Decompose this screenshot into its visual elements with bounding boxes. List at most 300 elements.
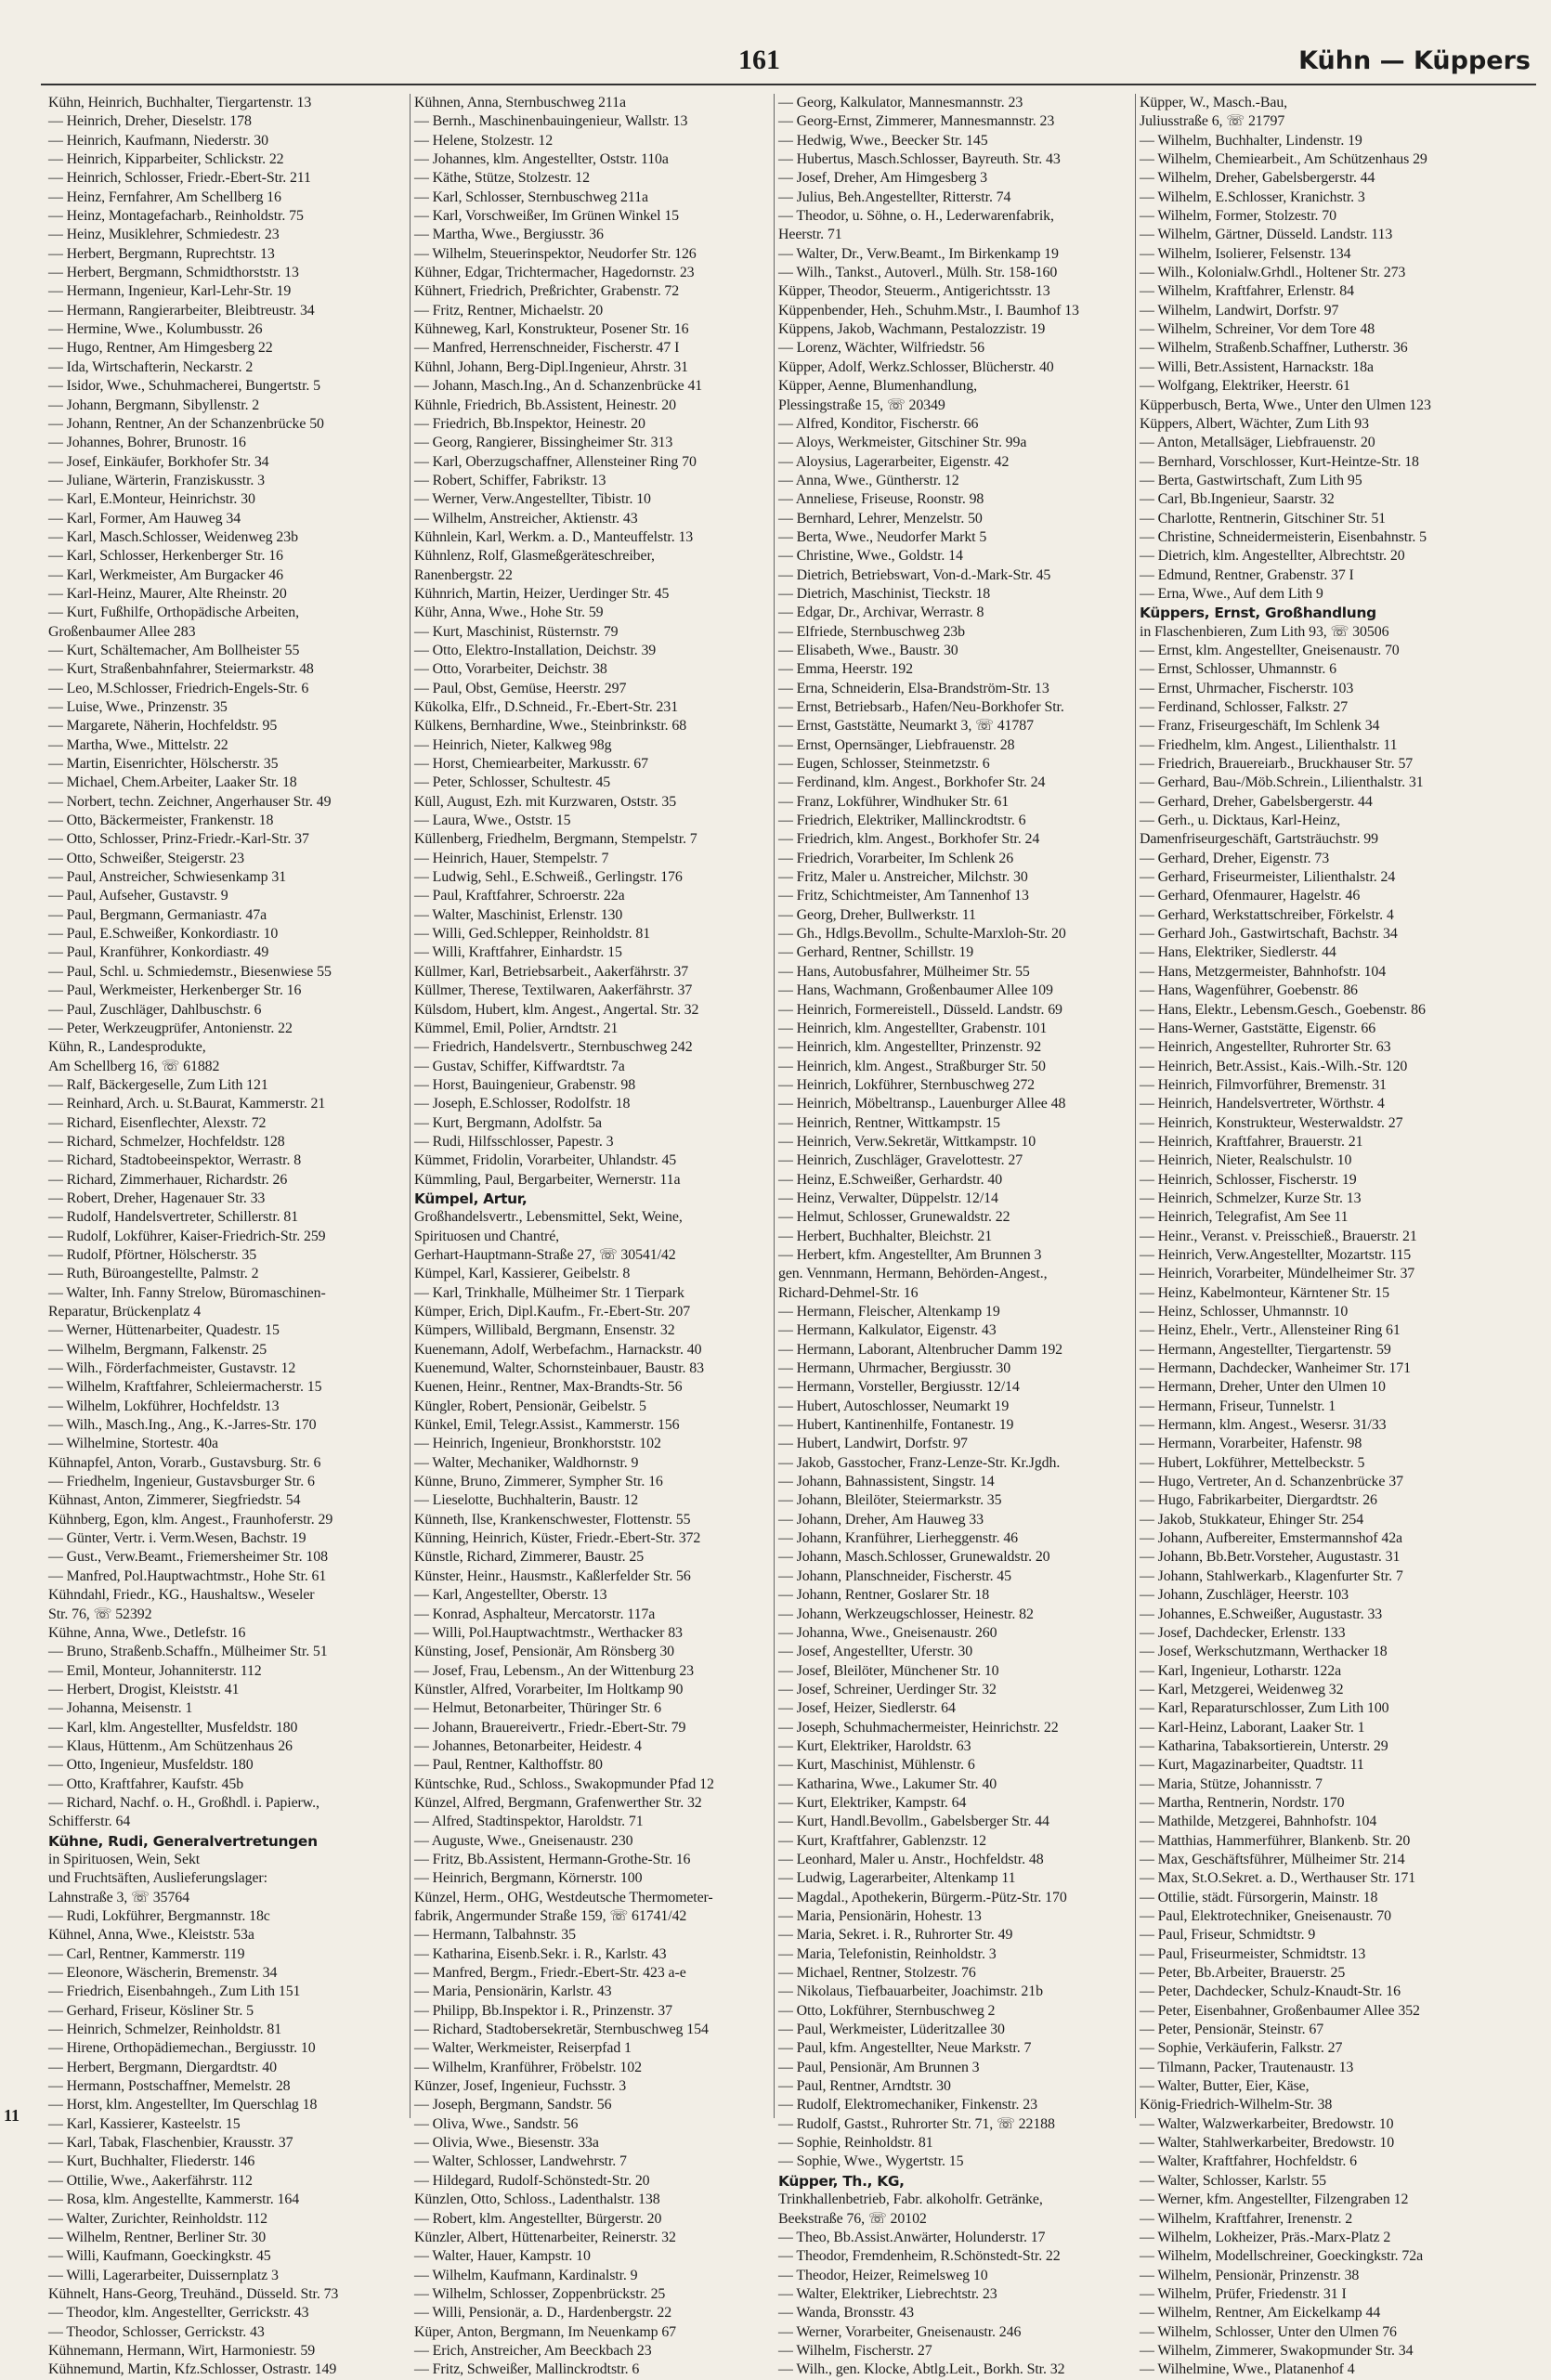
directory-entry: — Paul, Kranführer, Konkordiastr. 49 [48,944,269,961]
directory-entry: — Wilhelm, Modellschreiner, Goeckingkstr. 72a [1140,2248,1424,2265]
directory-entry: Reparatur, Brückenplatz 4 [48,1304,202,1320]
directory-entry: — Heinrich, Lokführer, Sternbuschweg 272 [778,1076,1036,1093]
directory-entry: — Hermann, Rangierarbeiter, Bleibtreustr. 34 [48,302,315,319]
directory-entry: — Sophie, Reinholdstr. 81 [778,2135,933,2152]
directory-entry: — Charlotte, Rentnerin, Gitschiner Str. 51 [1140,510,1387,527]
directory-entry: Kühneweg, Karl, Konstrukteur, Posener Str. 16 [414,321,689,338]
directory-entry: — Karl, Ingenieur, Lotharstr. 122a [1140,1662,1342,1679]
directory-entry: — Johann, Kranführer, Lierheggenstr. 46 [778,1530,1019,1547]
margin-mark: 11 [4,2106,20,2125]
directory-entry: — Walter, Hauer, Kampstr. 10 [414,2248,591,2265]
directory-entry: Großhandelsvertr., Lebensmittel, Sekt, Weine, [414,1209,683,1226]
directory-entry: — Paul, kfm. Angestellter, Neue Markstr. 7 [778,2040,1032,2057]
directory-entry: — Hermann, Vorarbeiter, Hafenstr. 98 [1140,1436,1362,1452]
directory-entry: — Paul, Kraftfahrer, Schroerstr. 22a [414,888,625,904]
directory-entry: — Leonhard, Maler u. Anstr., Hochfeldstr. 48 [778,1851,1044,1867]
directory-entry: Kümmet, Fridolin, Vorarbeiter, Uhlandstr. 45 [414,1152,677,1169]
directory-entry: — Isidor, Wwe., Schuhmacherei, Bungertstr. 5 [48,378,320,395]
directory-entry: — Heinrich, Schmelzer, Reinholdstr. 81 [48,2022,282,2038]
directory-entry: — Jakob, Stukkateur, Ehinger Str. 254 [1140,1511,1364,1528]
directory-entry: — Heinrich, Konstrukteur, Westerwaldstr. 27 [1140,1114,1403,1131]
directory-entry: — Gerhard, Dreher, Gabelsbergerstr. 44 [1140,793,1373,810]
directory-entry: — Karl, Former, Am Hauweg 34 [48,510,241,527]
directory-entry: — Michael, Chem.Arbeiter, Laaker Str. 18 [48,774,297,791]
directory-entry: — Johann, Zuschläger, Heerstr. 103 [1140,1587,1349,1604]
directory-entry: — Heinrich, klm. Angestellter, Grabenstr. 101 [778,1020,1048,1036]
directory-entry: — Wilhelm, Prüfer, Friedenstr. 31 I [1140,2285,1347,2302]
directory-entry: — Heinz, E.Schweißer, Gerhardstr. 40 [778,1171,1003,1188]
directory-entry: Beekstraße 76, ☏ 20102 [778,2210,927,2227]
directory-entry: — Heinrich, Handelsvertreter, Wörthstr. 4 [1140,1096,1385,1112]
directory-entry: Künkel, Emil, Telegr.Assist., Kammerstr. 156 [414,1417,680,1434]
directory-entry: Küngler, Robert, Pensionär, Geibelstr. 5 [414,1398,646,1414]
directory-entry: — Friedrich, Vorarbeiter, Im Schlenk 26 [778,850,1014,866]
directory-entry: — Kurt, Handl.Bevollm., Gabelsberger Str. 44 [778,1814,1049,1830]
directory-entry: — Dietrich, klm. Angestellter, Albrechtstr. 20 [1140,548,1405,565]
directory-entry: — Bruno, Straßenb.Schaffn., Mülheimer Str. 51 [48,1644,328,1660]
directory-entry: — Anneliese, Friseuse, Roonstr. 98 [778,491,984,508]
directory-entry: — Paul, Elektrotechniker, Gneisenaustr. 70 [1140,1908,1391,1924]
directory-entry: — Georg, Kalkulator, Mannesmannstr. 23 [778,95,1023,111]
directory-entry: — Fritz, Schichtmeister, Am Tannenhof 13 [778,888,1029,904]
directory-entry: — Ernst, klm. Angestellter, Gneisenaustr. 70 [1140,642,1400,658]
directory-entry: — Max, St.O.Sekret. a. D., Werthauser Str. 171 [1140,1870,1416,1887]
directory-entry: — Karl, Schlosser, Herkenberger Str. 16 [48,548,283,565]
directory-entry: Spirituosen und Chantré, [414,1228,560,1244]
directory-entry: — Martin, Eisenrichter, Hölscherstr. 35 [48,756,279,773]
directory-entry: fabrik, Angermunder Straße 159, ☏ 61741/42 [414,1908,687,1924]
directory-entry: — Johann, Planschneider, Fischerstr. 45 [778,1567,1012,1584]
directory-entry: — Heinrich, Verw.Sekretär, Wittkampstr. 10 [778,1133,1036,1150]
directory-entry: — Sophie, Verkäuferin, Falkstr. 27 [1140,2040,1343,2057]
directory-entry: — Ida, Wirtschafterin, Neckarstr. 2 [48,358,254,375]
directory-entry: — Martha, Wwe., Mittelstr. 22 [48,736,228,753]
directory-entry: — Wilh., gen. Klocke, Abtlg.Leit., Borkh. Str. 32 [778,2361,1065,2378]
directory-entry: — Peter, Bb.Arbeiter, Brauerstr. 25 [1140,1965,1346,1982]
directory-entry: — Heinr., Veranst. v. Preisschieß., Brauerstr. 21 [1140,1228,1417,1244]
directory-entry: — Manfred, Pol.Hauptwachtmstr., Hohe Str. 61 [48,1567,327,1584]
directory-entry: — Hans, Elektriker, Siedlerstr. 44 [1140,944,1336,961]
directory-entry: — Gerhard, Bau-/Möb.Schrein., Lilienthalstr. 31 [1140,774,1424,791]
directory-entry: — Katharina, Wwe., Lakumer Str. 40 [778,1775,997,1792]
directory-entry: — Willi, Ged.Schlepper, Reinholdstr. 81 [414,926,651,943]
directory-entry: — Wilhelm, Straßenb.Schaffner, Lutherstr. 36 [1140,340,1408,357]
directory-entry: — Rudi, Hilfsschlosser, Papestr. 3 [414,1133,614,1150]
directory-entry: — Richard, Stadtobersekretär, Sternbuschweg 154 [414,2022,709,2038]
directory-entry: — Georg, Dreher, Bullwerkstr. 11 [778,906,976,923]
directory-entry: — Dietrich, Betriebswart, Von-d.-Mark-Str. 45 [778,566,1051,583]
directory-entry: Küpper, Adolf, Werkz.Schlosser, Blücherstr. 40 [778,358,1054,375]
directory-entry: — Hedwig, Wwe., Beecker Str. 145 [778,132,988,149]
directory-entry: — Robert, klm. Angestellter, Bürgerstr. 20 [414,2210,662,2227]
directory-entry: — Werner, Hüttenarbeiter, Quadestr. 15 [48,1322,280,1339]
directory-entry: Küppers, Albert, Wächter, Zum Lith 93 [1140,415,1369,432]
directory-entry: Kühnle, Friedrich, Bb.Assistent, Heinestr. 20 [414,397,676,413]
directory-entry: in Flaschenbieren, Zum Lith 93, ☏ 30506 [1140,623,1389,640]
directory-entry: gen. Vennmann, Hermann, Behörden-Angest., [778,1266,1048,1282]
directory-entry: — Josef, Dreher, Am Himgesberg 3 [778,170,987,187]
directory-entry: — Rosa, klm. Angestellte, Kammerstr. 164 [48,2191,300,2208]
directory-entry: — Wilhelm, E.Schlosser, Kranichstr. 3 [1140,189,1365,205]
directory-entry: — Heinrich, klm. Angestellter, Prinzenstr. 92 [778,1039,1042,1056]
directory-entry: — Josef, Einkäufer, Borkhofer Str. 34 [48,453,269,470]
directory-entry: — Heinrich, Ingenieur, Bronkhorststr. 102 [414,1436,661,1452]
directory-entry: — Gerhard, Werkstattschreiber, Förkelstr. 4 [1140,906,1394,923]
directory-entry: — Carl, Rentner, Kammerstr. 119 [48,1945,245,1962]
directory-entry: — Gerhard, Friseur, Kösliner Str. 5 [48,2002,254,2019]
directory-entry: — Kurt, Bergmann, Adolfstr. 5a [414,1114,602,1131]
directory-entry: — Ernst, Gaststätte, Neumarkt 3, ☏ 41787 [778,718,1034,735]
directory-entry: — Heinrich, Schmelzer, Kurze Str. 13 [1140,1190,1362,1206]
directory-entry: Kühner, Edgar, Trichtermacher, Hagedornstr. 23 [414,265,695,281]
directory-entry: — Heinrich, Rentner, Wittkampstr. 15 [778,1114,1000,1131]
directory-entry: — Peter, Dachdecker, Schulz-Knaudt-Str. 16 [1140,1983,1401,2000]
directory-entry: — Werner, Verw.Angestellter, Tibistr. 10 [414,491,651,508]
directory-entry: — Kurt, Schältemacher, Am Bollheister 55 [48,642,300,658]
directory-entry: Ranenbergstr. 22 [414,566,513,583]
directory-entry: — Elisabeth, Wwe., Baustr. 30 [778,642,958,658]
directory-entry: — Wilhelm, Kranführer, Fröbelstr. 102 [414,2059,642,2075]
directory-entry: — Friedrich, Bb.Inspektor, Heinestr. 20 [414,415,645,432]
directory-entry: — Paul, Anstreicher, Schwiesenkamp 31 [48,869,287,886]
directory-entry: — Willi, Betr.Assistent, Harnackstr. 18a [1140,358,1374,375]
directory-entry: — Wilhelm, Steuerinspektor, Neudorfer Str. 126 [414,245,697,262]
directory-entry: — Julius, Beh.Angestellter, Ritterstr. 74 [778,189,1011,205]
directory-entry: — Eugen, Schlosser, Steinmetzstr. 6 [778,756,990,773]
directory-entry: — Werner, kfm. Angestellter, Filzengraben 12 [1140,2191,1409,2208]
directory-entry: — Heinrich, Kaufmann, Niederstr. 30 [48,132,269,149]
directory-entry: Künne, Bruno, Zimmerer, Sympher Str. 16 [414,1474,663,1490]
directory-entry: — Theodor, u. Söhne, o. H., Lederwarenfabrik, [778,208,1054,225]
directory-entry: — Friedrich, Elektriker, Mallinckrodtstr. 6 [778,813,1026,829]
directory-entry: — Hugo, Vertreter, An d. Schanzenbrücke 37 [1140,1474,1403,1490]
running-head: Kühn — Küppers [1298,46,1531,75]
directory-entry: — Heinrich, Dreher, Dieselstr. 178 [48,113,252,130]
directory-entry: — Anton, Metallsäger, Liebfrauenstr. 20 [1140,435,1375,451]
page-number: 161 [738,45,780,75]
directory-entry: — Johann, Bergmann, Sibyllenstr. 2 [48,397,260,413]
directory-entry: — Johann, Werkzeugschlosser, Heinestr. 82 [778,1606,1034,1622]
directory-entry: — Johann, Brauereivertr., Friedr.-Ebert-Str. 79 [414,1719,686,1736]
directory-entry: — Bernhard, Lehrer, Menzelstr. 50 [778,510,983,527]
directory-entry: — Kurt, Buchhalter, Fliederstr. 146 [48,2153,255,2170]
directory-entry: — Wilhelm, Buchhalter, Lindenstr. 19 [1140,132,1362,149]
directory-entry: — Walter, Zurichter, Reinholdstr. 112 [48,2210,268,2227]
directory-entry: — Richard, Stadtobeeinspektor, Werrastr. 8 [48,1152,302,1169]
directory-entry: — Johann, Rentner, An der Schanzenbrücke 50 [48,415,324,432]
directory-entry: Künsting, Josef, Pensionär, Am Rönsberg 30 [414,1644,675,1660]
directory-entry: in Spirituosen, Wein, Sekt [48,1851,201,1867]
directory-entry: — Emil, Monteur, Johanniterstr. 112 [48,1662,262,1679]
directory-entry: Küpper, Theodor, Steuerm., Antigerichtsstr. 13 [778,283,1050,300]
directory-entry: — Ottilie, Wwe., Aakerfährstr. 112 [48,2172,253,2189]
directory-entry: — Hermann, Ingenieur, Karl-Lehr-Str. 19 [48,283,292,300]
directory-entry: — Johann, Aufbereiter, Emstermannshof 42a [1140,1530,1402,1547]
directory-entry: Künzel, Herm., OHG, Westdeutsche Thermometer- [414,1889,713,1905]
directory-entry: — Karl, Werkmeister, Am Burgacker 46 [48,566,283,583]
directory-entry: — Bernh., Maschinenbauingenieur, Wallstr. 13 [414,113,688,130]
directory-entry: — Bernhard, Vorschlosser, Kurt-Heintze-Str. 18 [1140,453,1419,470]
directory-entry: Küppenbender, Heh., Schuhm.Mstr., I. Baumhof 13 [778,302,1079,319]
directory-entry: — Hans, Wachmann, Großenbaumer Allee 109 [778,982,1053,999]
directory-entry: — Christine, Wwe., Goldstr. 14 [778,548,963,565]
directory-entry: — Hermann, Uhrmacher, Bergiusstr. 30 [778,1360,1011,1377]
directory-entry: — Heinrich, Möbeltransp., Lauenburger Allee 48 [778,1096,1066,1112]
directory-entry: Künzler, Albert, Hüttenarbeiter, Reinerstr. 32 [414,2229,676,2245]
directory-entry: — Theodor, Schlosser, Gerrickstr. 43 [48,2323,265,2340]
directory-entry: Küppers, Ernst, Großhandlung [1140,605,1376,622]
directory-entry: — Paul, Rentner, Arndtstr. 30 [778,2078,951,2095]
directory-entry: Kümpel, Artur, [414,1190,528,1207]
directory-entry: Küpper, W., Masch.-Bau, [1140,95,1288,111]
directory-entry: — Josef, Werkschutzmann, Werthacker 18 [1140,1644,1388,1660]
directory-entry: — Robert, Dreher, Hagenauer Str. 33 [48,1190,266,1206]
directory-entry: — Otto, Bäckermeister, Frankenstr. 18 [48,813,274,829]
directory-entry: — Walter, Schlosser, Landwehrstr. 7 [414,2153,627,2170]
directory-entry: Küpperbusch, Berta, Wwe., Unter den Ulmen 123 [1140,397,1431,413]
directory-entry: — Carl, Bb.Ingenieur, Saarstr. 32 [1140,491,1335,508]
directory-entry: — Horst, klm. Angestellter, Im Querschlag 18 [48,2097,318,2113]
directory-entry: — Wilh., Kolonialw.Grhdl., Holtener Str. 273 [1140,265,1406,281]
directory-entry: Gerhart-Hauptmann-Straße 27, ☏ 30541/42 [414,1246,676,1263]
directory-entry: — Hermine, Wwe., Kolumbusstr. 26 [48,321,263,338]
directory-entry: — Theodor, Heizer, Reimelsweg 10 [778,2267,988,2283]
directory-entry: — Aloys, Werkmeister, Gitschiner Str. 99a [778,435,1027,451]
header-rule [41,84,1536,85]
directory-entry: — Heinrich, Angestellter, Ruhrorter Str. 63 [1140,1039,1391,1056]
directory-entry: — Gustav, Schiffer, Kiffwardtstr. 7a [414,1058,625,1074]
directory-entry: — Richard, Eisenflechter, Alexstr. 72 [48,1114,267,1131]
directory-entry: — Michael, Rentner, Stolzestr. 76 [778,1965,976,1982]
directory-entry: — Wilhelm, Schlosser, Unter den Ulmen 76 [1140,2323,1397,2340]
directory-entry: — Georg-Ernst, Zimmerer, Mannesmannstr. 23 [778,113,1055,130]
directory-entry: — Juliane, Wärterin, Franziskusstr. 3 [48,472,265,488]
directory-entry: — Oliva, Wwe., Sandstr. 56 [414,2115,579,2132]
directory-entry: — Willi, Kraftfahrer, Einhardstr. 15 [414,944,622,961]
directory-entry: — Christine, Schneidermeisterin, Eisenbahnstr. 5 [1140,528,1427,545]
directory-entry: — Kurt, Elektriker, Kampstr. 64 [778,1794,967,1811]
directory-entry: — Fritz, Bb.Assistent, Hermann-Grothe-Str. 16 [414,1851,691,1867]
directory-entry: — Herbert, Bergmann, Ruprechtstr. 13 [48,245,275,262]
directory-entry: — Johannes, Bohrer, Brunostr. 16 [48,435,246,451]
directory-entry: — Rudi, Lokführer, Bergmannstr. 18c [48,1908,270,1924]
directory-entry: — Max, Geschäftsführer, Mülheimer Str. 214 [1140,1851,1405,1867]
directory-entry: — Karl, Oberzugschaffner, Allensteiner Ring 70 [414,453,697,470]
directory-entry: — Paul, Aufseher, Gustavstr. 9 [48,888,228,904]
directory-entry: — Otto, Lokführer, Sternbuschweg 2 [778,2002,996,2019]
directory-entry: Kühnel, Anna, Wwe., Kleiststr. 53a [48,1927,254,1944]
directory-entry: — Peter, Eisenbahner, Großenbaumer Allee 352 [1140,2002,1420,2019]
directory-entry: — Joseph, Bergmann, Sandstr. 56 [414,2097,612,2113]
directory-entry: — Heinrich, Nieter, Kalkweg 98g [414,736,612,753]
directory-entry: — Magdal., Apothekerin, Bürgerm.-Pütz-Str. 170 [778,1889,1067,1905]
directory-entry: — Heinz, Fernfahrer, Am Schellberg 16 [48,189,281,205]
directory-entry: — Wanda, Bronsstr. 43 [778,2305,914,2321]
directory-entry: — Maria, Telefonistin, Reinholdstr. 3 [778,1945,997,1962]
directory-entry: — Sophie, Wwe., Wygertstr. 15 [778,2153,964,2170]
directory-entry: — Wilhelm, Rentner, Am Eickelkamp 44 [1140,2305,1381,2321]
directory-entry: — Heinrich, Bergmann, Körnerstr. 100 [414,1870,643,1887]
page-header [0,45,1551,82]
directory-entry: — Heinrich, Kraftfahrer, Brauerstr. 21 [1140,1133,1363,1150]
directory-entry: — Ferdinand, Schlosser, Falkstr. 27 [1140,699,1349,715]
directory-entry: — Erna, Wwe., Auf dem Lith 9 [1140,585,1323,602]
directory-entry: — Hermann, Laborant, Altenbrucher Damm 192 [778,1341,1063,1358]
directory-entry: — Heinz, Montagefacharb., Reinholdstr. 75 [48,208,304,225]
directory-entry: Trinkhallenbetrieb, Fabr. alkoholfr. Getränke, [778,2191,1043,2208]
directory-entry: — Wilhelm, Anstreicher, Aktienstr. 43 [414,510,638,527]
directory-entry: — Gerhard, Friseurmeister, Lilienthalstr. 24 [1140,869,1396,886]
directory-entry: — Hermann, Fleischer, Altenkamp 19 [778,1304,1000,1320]
directory-entry: — Erna, Schneiderin, Elsa-Brandström-Str. 13 [778,680,1049,696]
directory-entry: — Friedrich, Eisenbahngeh., Zum Lith 151 [48,1983,301,2000]
directory-entry: — Hubert, Kantinenhilfe, Fontanestr. 19 [778,1417,1014,1434]
directory-entry: — Jakob, Gasstocher, Franz-Lenze-Str. Kr.Jgdh. [778,1454,1061,1471]
directory-entry: — Martha, Wwe., Bergiusstr. 36 [414,227,604,243]
directory-entry: — Helmut, Betonarbeiter, Thüringer Str. 6 [414,1700,661,1717]
directory-entry: — Katharina, Tabaksortierein, Unterstr. 29 [1140,1737,1388,1754]
directory-entry: — Norbert, techn. Zeichner, Angerhauser Str. 49 [48,793,332,810]
directory-entry: — Kurt, Fußhilfe, Orthopädische Arbeiten, [48,605,299,621]
directory-entry: — Friedhelm, klm. Angest., Lilienthalstr. 11 [1140,736,1398,753]
directory-entry: — Kurt, Maschinist, Mühlenstr. 6 [778,1757,975,1774]
directory-entry: — Aloysius, Lagerarbeiter, Eigenstr. 42 [778,453,1010,470]
directory-entry: — Ernst, Betriebsarb., Hafen/Neu-Borkhofer Str. [778,699,1064,715]
directory-entry: — Karl, Reparaturschlosser, Zum Lith 100 [1140,1700,1389,1717]
directory-entry: — Walter, Dr., Verw.Beamt., Im Birkenkamp 19 [778,245,1059,262]
directory-entry: — Johann, Bb.Betr.Vorsteher, Augustastr. 31 [1140,1549,1401,1566]
directory-entry: — Hugo, Fabrikarbeiter, Diergardtstr. 26 [1140,1492,1377,1509]
directory-entry: — Rudolf, Gastst., Ruhrorter Str. 71, ☏ 22188 [778,2115,1055,2132]
directory-entry: Küllenberg, Friedhelm, Bergmann, Stempelstr. 7 [414,831,697,848]
directory-entry: — Paul, Obst, Gemüse, Heerstr. 297 [414,680,627,696]
directory-entry: — Gerhard, Rentner, Schillstr. 19 [778,944,974,961]
directory-entry: — Ludwig, Sehl., E.Schweiß., Gerlingstr. 176 [414,869,683,886]
directory-entry: Plessingstraße 15, ☏ 20349 [778,397,945,413]
directory-entry: — Karl, E.Monteur, Heinrichstr. 30 [48,491,255,508]
directory-entry: Küpper, Aenne, Blumenhandlung, [778,378,977,395]
directory-entry: — Karl, Metzgerei, Weidenweg 32 [1140,1681,1344,1697]
directory-entry: — Heinrich, Vorarbeiter, Mündelheimer Str. 37 [1140,1266,1415,1282]
directory-entry: — Reinhard, Arch. u. St.Baurat, Kammerstr. 21 [48,1096,326,1112]
directory-entry: — Eleonore, Wäscherin, Bremenstr. 34 [48,1965,278,1982]
directory-entry: — Wilhelm, Rentner, Berliner Str. 30 [48,2229,267,2245]
directory-entry: — Johanna, Meisenstr. 1 [48,1700,193,1717]
directory-entry: — Otto, Schweißer, Steigerstr. 23 [48,850,244,866]
directory-entry: — Karl, Trinkhalle, Mülheimer Str. 1 Tierpark [414,1284,684,1301]
directory-entry: — Paul, Friseurmeister, Schmidtstr. 13 [1140,1945,1366,1962]
directory-entry: — Friedhelm, Ingenieur, Gustavsburger Str. 6 [48,1474,315,1490]
directory-entry: — Ernst, Uhrmacher, Fischerstr. 103 [1140,680,1354,696]
directory-entry: — Johann, Masch.Schlosser, Grunewaldstr. 20 [778,1549,1050,1566]
directory-entry: — Wilhelm, Fischerstr. 27 [778,2342,932,2359]
directory-entry: Kühr, Anna, Wwe., Hohe Str. 59 [414,605,604,621]
directory-entry: — Friedrich, Handelsvertr., Sternbuschweg 242 [414,1039,693,1056]
directory-entry: — Heinz, Schlosser, Uhmannstr. 10 [1140,1304,1349,1320]
directory-entry: Küpper, Th., KG, [778,2172,905,2190]
directory-entry: — Dietrich, Maschinist, Tieckstr. 18 [778,585,991,602]
directory-entry: — Konrad, Asphalteur, Mercatorstr. 117a [414,1606,656,1622]
directory-entry: Str. 76, ☏ 52392 [48,1606,152,1622]
directory-entry: — Walter, Butter, Eier, Käse, [1140,2078,1310,2095]
directory-entry: — Joseph, E.Schlosser, Rodolfstr. 18 [414,1096,631,1112]
directory-entry: — Kurt, Elektriker, Haroldstr. 63 [778,1737,971,1754]
directory-entry: — Walter, Mechaniker, Waldhornstr. 9 [414,1454,639,1471]
directory-entry: — Wilhelm, Chemiearbeit., Am Schützenhaus 29 [1140,151,1427,168]
directory-column-4 [1135,94,1476,2378]
directory-entry: — Karl, Masch.Schlosser, Weidenweg 23b [48,528,298,545]
directory-entry: — Philipp, Bb.Inspektor i. R., Prinzenstr. 37 [414,2002,673,2019]
directory-entry: — Wilhelm, Schreiner, Vor dem Tore 48 [1140,321,1375,338]
directory-entry: — Anna, Wwe., Güntherstr. 12 [778,472,959,488]
directory-entry: Kuenemann, Adolf, Werbefachm., Harnackstr. 40 [414,1341,702,1358]
directory-entry: — Tilmann, Packer, Trautenaustr. 13 [1140,2059,1354,2075]
directory-entry: Künzer, Josef, Ingenieur, Fuchsstr. 3 [414,2078,627,2095]
directory-entry: Kühn, Heinrich, Buchhalter, Tiergartenstr. 13 [48,95,312,111]
directory-entry: — Paul, Zuschläger, Dahlbuschstr. 6 [48,1001,262,1018]
directory-entry: — Willi, Pol.Hauptwachtmstr., Werthacker 83 [414,1624,683,1641]
directory-entry: — Katharina, Eisenb.Sekr. i. R., Karlstr. 43 [414,1945,667,1962]
directory-entry: — Hans-Werner, Gaststätte, Eigenstr. 66 [1140,1020,1376,1036]
directory-entry: — Franz, Lokführer, Windhuker Str. 61 [778,793,1010,810]
directory-entry: — Georg, Rangierer, Bissingheimer Str. 313 [414,435,673,451]
directory-entry: — Walter, Kraftfahrer, Hochfeldstr. 6 [1140,2153,1357,2170]
directory-entry: — Heinrich, Formereistell., Düsseld. Landstr. 69 [778,1001,1062,1018]
directory-entry: — Peter, Pensionär, Steinstr. 67 [1140,2022,1324,2038]
directory-entry: — Gh., Hdlgs.Bevollm., Schulte-Marxloh-Str. 20 [778,926,1066,943]
directory-entry: — Theodor, klm. Angestellter, Gerrickstr. 43 [48,2305,309,2321]
directory-entry: — Helmut, Schlosser, Grunewaldstr. 22 [778,1209,1010,1226]
directory-entry: — Hermann, Dachdecker, Wanheimer Str. 171 [1140,1360,1411,1377]
directory-entry: — Fritz, Schweißer, Mallinckrodtstr. 6 [414,2361,640,2378]
directory-entry: — Hans, Autobusfahrer, Mülheimer Str. 55 [778,963,1030,980]
directory-entry: — Werner, Vorarbeiter, Gneisenaustr. 246 [778,2323,1022,2340]
directory-entry: — Karl-Heinz, Laborant, Laaker Str. 1 [1140,1719,1365,1736]
directory-entry: — Wilhelm, Dreher, Gabelsbergerstr. 44 [1140,170,1375,187]
directory-column-3 [774,94,1114,2378]
directory-entry: — Johann, Rentner, Goslarer Str. 18 [778,1587,990,1604]
directory-entry: Künstle, Richard, Zimmerer, Baustr. 25 [414,1549,645,1566]
directory-entry: Kühnrich, Martin, Heizer, Uerdinger Str. 45 [414,585,670,602]
directory-entry: Kümpel, Karl, Kassierer, Geibelstr. 8 [414,1266,631,1282]
directory-entry: — Friedrich, Brauereiarb., Bruckhauser Str. 57 [1140,756,1414,773]
directory-entry: — Maria, Pensionärin, Hohestr. 13 [778,1908,982,1924]
directory-entry: — Paul, Werkmeister, Herkenberger Str. 16 [48,982,302,999]
directory-entry: — Willi, Pensionär, a. D., Hardenbergstr. 22 [414,2305,672,2321]
directory-entry: — Heinrich, Filmvorführer, Bremenstr. 31 [1140,1076,1387,1093]
directory-entry: Kühnl, Johann, Berg-Dipl.Ingenieur, Ahrstr. 31 [414,358,689,375]
directory-entry: — Kurt, Maschinist, Rüsternstr. 79 [414,623,619,640]
directory-entry: — Friedrich, klm. Angest., Borkhofer Str. 24 [778,831,1040,848]
directory-entry: — Herbert, Drogist, Kleiststr. 41 [48,1681,240,1697]
directory-entry: — Alfred, Stadtinspektor, Haroldstr. 71 [414,1814,644,1830]
directory-entry: — Paul, Werkmeister, Lüderitzallee 30 [778,2022,1005,2038]
directory-entry: — Peter, Werkzeugprüfer, Antonienstr. 22 [48,1020,293,1036]
directory-entry: — Robert, Schiffer, Fabrikstr. 13 [414,472,606,488]
directory-entry: — Horst, Bauingenieur, Grabenstr. 98 [414,1076,636,1093]
directory-entry: — Fritz, Maler u. Anstreicher, Milchstr. 30 [778,869,1028,886]
directory-entry: — Herbert, kfm. Angestellter, Am Brunnen 3 [778,1246,1042,1263]
directory-entry: — Karl, Angestellter, Oberstr. 13 [414,1587,607,1604]
directory-entry: — Johann, Masch.Ing., An d. Schanzenbrücke 41 [414,378,703,395]
directory-entry: — Horst, Chemiearbeiter, Markusstr. 67 [414,756,648,773]
directory-entry: Küllmer, Therese, Textilwaren, Aakerfährstr. 37 [414,982,693,999]
directory-entry: Kühnberg, Egon, klm. Angest., Fraunhoferstr. 29 [48,1511,333,1528]
directory-entry: — Wilhelm, Kaufmann, Kardinalstr. 9 [414,2267,638,2283]
directory-entry: — Johannes, Betonarbeiter, Heidestr. 4 [414,1737,642,1754]
directory-entry: — Heinrich, Verw.Angestellter, Mozartstr. 115 [1140,1246,1412,1263]
directory-entry: — Wilhelm, Pensionär, Prinzenstr. 38 [1140,2267,1360,2283]
